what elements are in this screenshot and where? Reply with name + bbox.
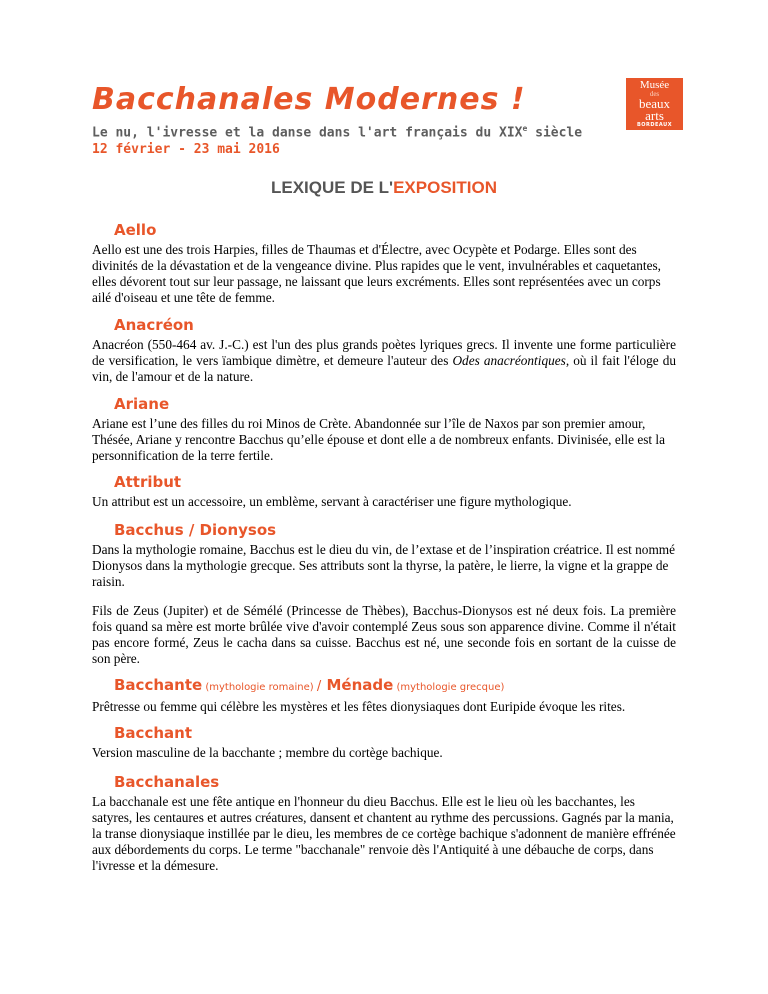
term-bacchante: Bacchante — [114, 676, 203, 694]
logo-line-des: des — [649, 90, 660, 98]
logo-line-arts: arts — [645, 108, 664, 123]
term-note-greek: (mythologie grecque) — [393, 682, 505, 693]
term-menade: Ménade — [321, 676, 394, 694]
definition-text: Anacréon (550-464 av. J.-C.) est l'un des plus grands poètes lyriques grecs. Il invente une forme particulière de versification, le vers ïambique dimètre, et demeure l'auteur des — [92, 337, 676, 368]
museum-logo — [626, 78, 683, 130]
subtitle-end: siècle — [527, 125, 583, 141]
logo-line-musee: Musée — [639, 79, 670, 91]
logo-line-bordeaux: BORDEAUX — [636, 122, 673, 128]
entry-ariane — [92, 395, 676, 464]
term-heading: Attribut — [114, 473, 182, 491]
entry-attribut — [92, 473, 676, 510]
term-heading: Bacchanales — [114, 773, 220, 791]
exhibition-subtitle — [92, 124, 582, 140]
term-definition: La bacchanale est une fête antique en l'honneur du dieu Bacchus. Elle est le lieu où les bacchantes, les satyres, les centaures et autres créatures, dansent et chantent au rythme des percussions. Gagnés par la mania, la transe dionysiaque instillée par le dieu, les membres de ce cortège bachique s'adonnent de manière effrénée aux débordements du corps. Le terme "bacchanale" renvoie dès l'Antiquité à une débauche de corps, dans l'ivresse et la démesure. — [92, 794, 676, 873]
term-definition: Prêtresse ou femme qui célèbre les mystères et les fêtes dionysiaques dont Euripide évoque les rites. — [92, 699, 626, 714]
term-heading: Bacchant — [114, 724, 192, 742]
entry-bacchus — [92, 521, 676, 667]
entry-bacchante — [92, 676, 676, 715]
term-heading — [114, 676, 676, 697]
term-definition: Aello est une des trois Harpies, filles de Thaumas et d'Électre, avec Ocypète et Podarge. Elles sont des divinités de la dévastation et de la vengeance divine. Plus rapides que le vent, invulnérables et caquetantes, elles dévorent tout sur leur passage, ne laissant que leurs excréments. Elles sont représentées avec un corps ailé d'oiseau et une tête de femme. — [92, 242, 661, 305]
term-definition — [92, 337, 676, 385]
term-heading: Aello — [114, 221, 157, 239]
entry-aello — [92, 221, 676, 306]
entry-bacchanales — [92, 773, 676, 874]
section-heading — [0, 178, 768, 198]
term-heading: Bacchus / Dionysos — [114, 521, 277, 539]
section-heading-accent: EXPOSITION — [393, 178, 498, 197]
entry-bacchant — [92, 724, 676, 761]
exhibition-title: Bacchanales Modernes ! — [92, 82, 526, 117]
subtitle-text: Le nu, l'ivresse et la danse dans l'art français du XIX — [92, 125, 523, 141]
term-note-roman: (mythologie romaine) — [202, 682, 317, 693]
term-definition: Dans la mythologie romaine, Bacchus est le dieu du vin, de l’extase et de l’inspiration créatrice. Il est nommé Dionysos dans la mythologie grecque. Ses attributs sont la thyrse, la patère, le lierre, la vigne et la grappe de raisin. — [92, 542, 676, 589]
definition-italic-title: Odes anacréontiques — [452, 353, 566, 368]
term-definition: Un attribut est un accessoire, un emblème, servant à caractériser une figure mythologique. — [92, 494, 572, 509]
term-definition: Ariane est l’une des filles du roi Minos de Crète. Abandonnée sur l’île de Naxos par son premier amour, Thésée, Ariane y rencontre Bacchus qu’elle épouse et dont elle a de nombreux enfants. Divinisée, elle est la personnification de la terre fertile. — [92, 416, 666, 463]
entry-anacreon — [92, 316, 676, 385]
exhibition-dates: 12 février - 23 mai 2016 — [92, 142, 280, 157]
term-heading: Anacréon — [114, 316, 194, 334]
term-definition: Version masculine de la bacchante ; membre du cortège bachique. — [92, 745, 443, 760]
term-definition-second: Fils de Zeus (Jupiter) et de Sémélé (Princesse de Thèbes), Bacchus-Dionysos est né deux fois. La première fois quand sa mère est morte brûlée vive d'avoir contemplé Zeus sous son apparence divine. Comme il n'était pas encore formé, Zeus le cacha dans sa cuisse. Bacchus est né, une seconde fois en sortant de la cuisse de son père. — [92, 603, 676, 666]
section-heading-start: LEXIQUE DE L' — [270, 178, 394, 197]
definition-text-end: , où il fait l'éloge du vin, de l'amour et de la nature. — [92, 353, 677, 384]
subtitle-superscript: e — [522, 124, 528, 133]
logo-line-beaux: beaux — [638, 96, 671, 111]
term-separator: / — [316, 679, 322, 694]
term-heading: Ariane — [114, 395, 170, 413]
